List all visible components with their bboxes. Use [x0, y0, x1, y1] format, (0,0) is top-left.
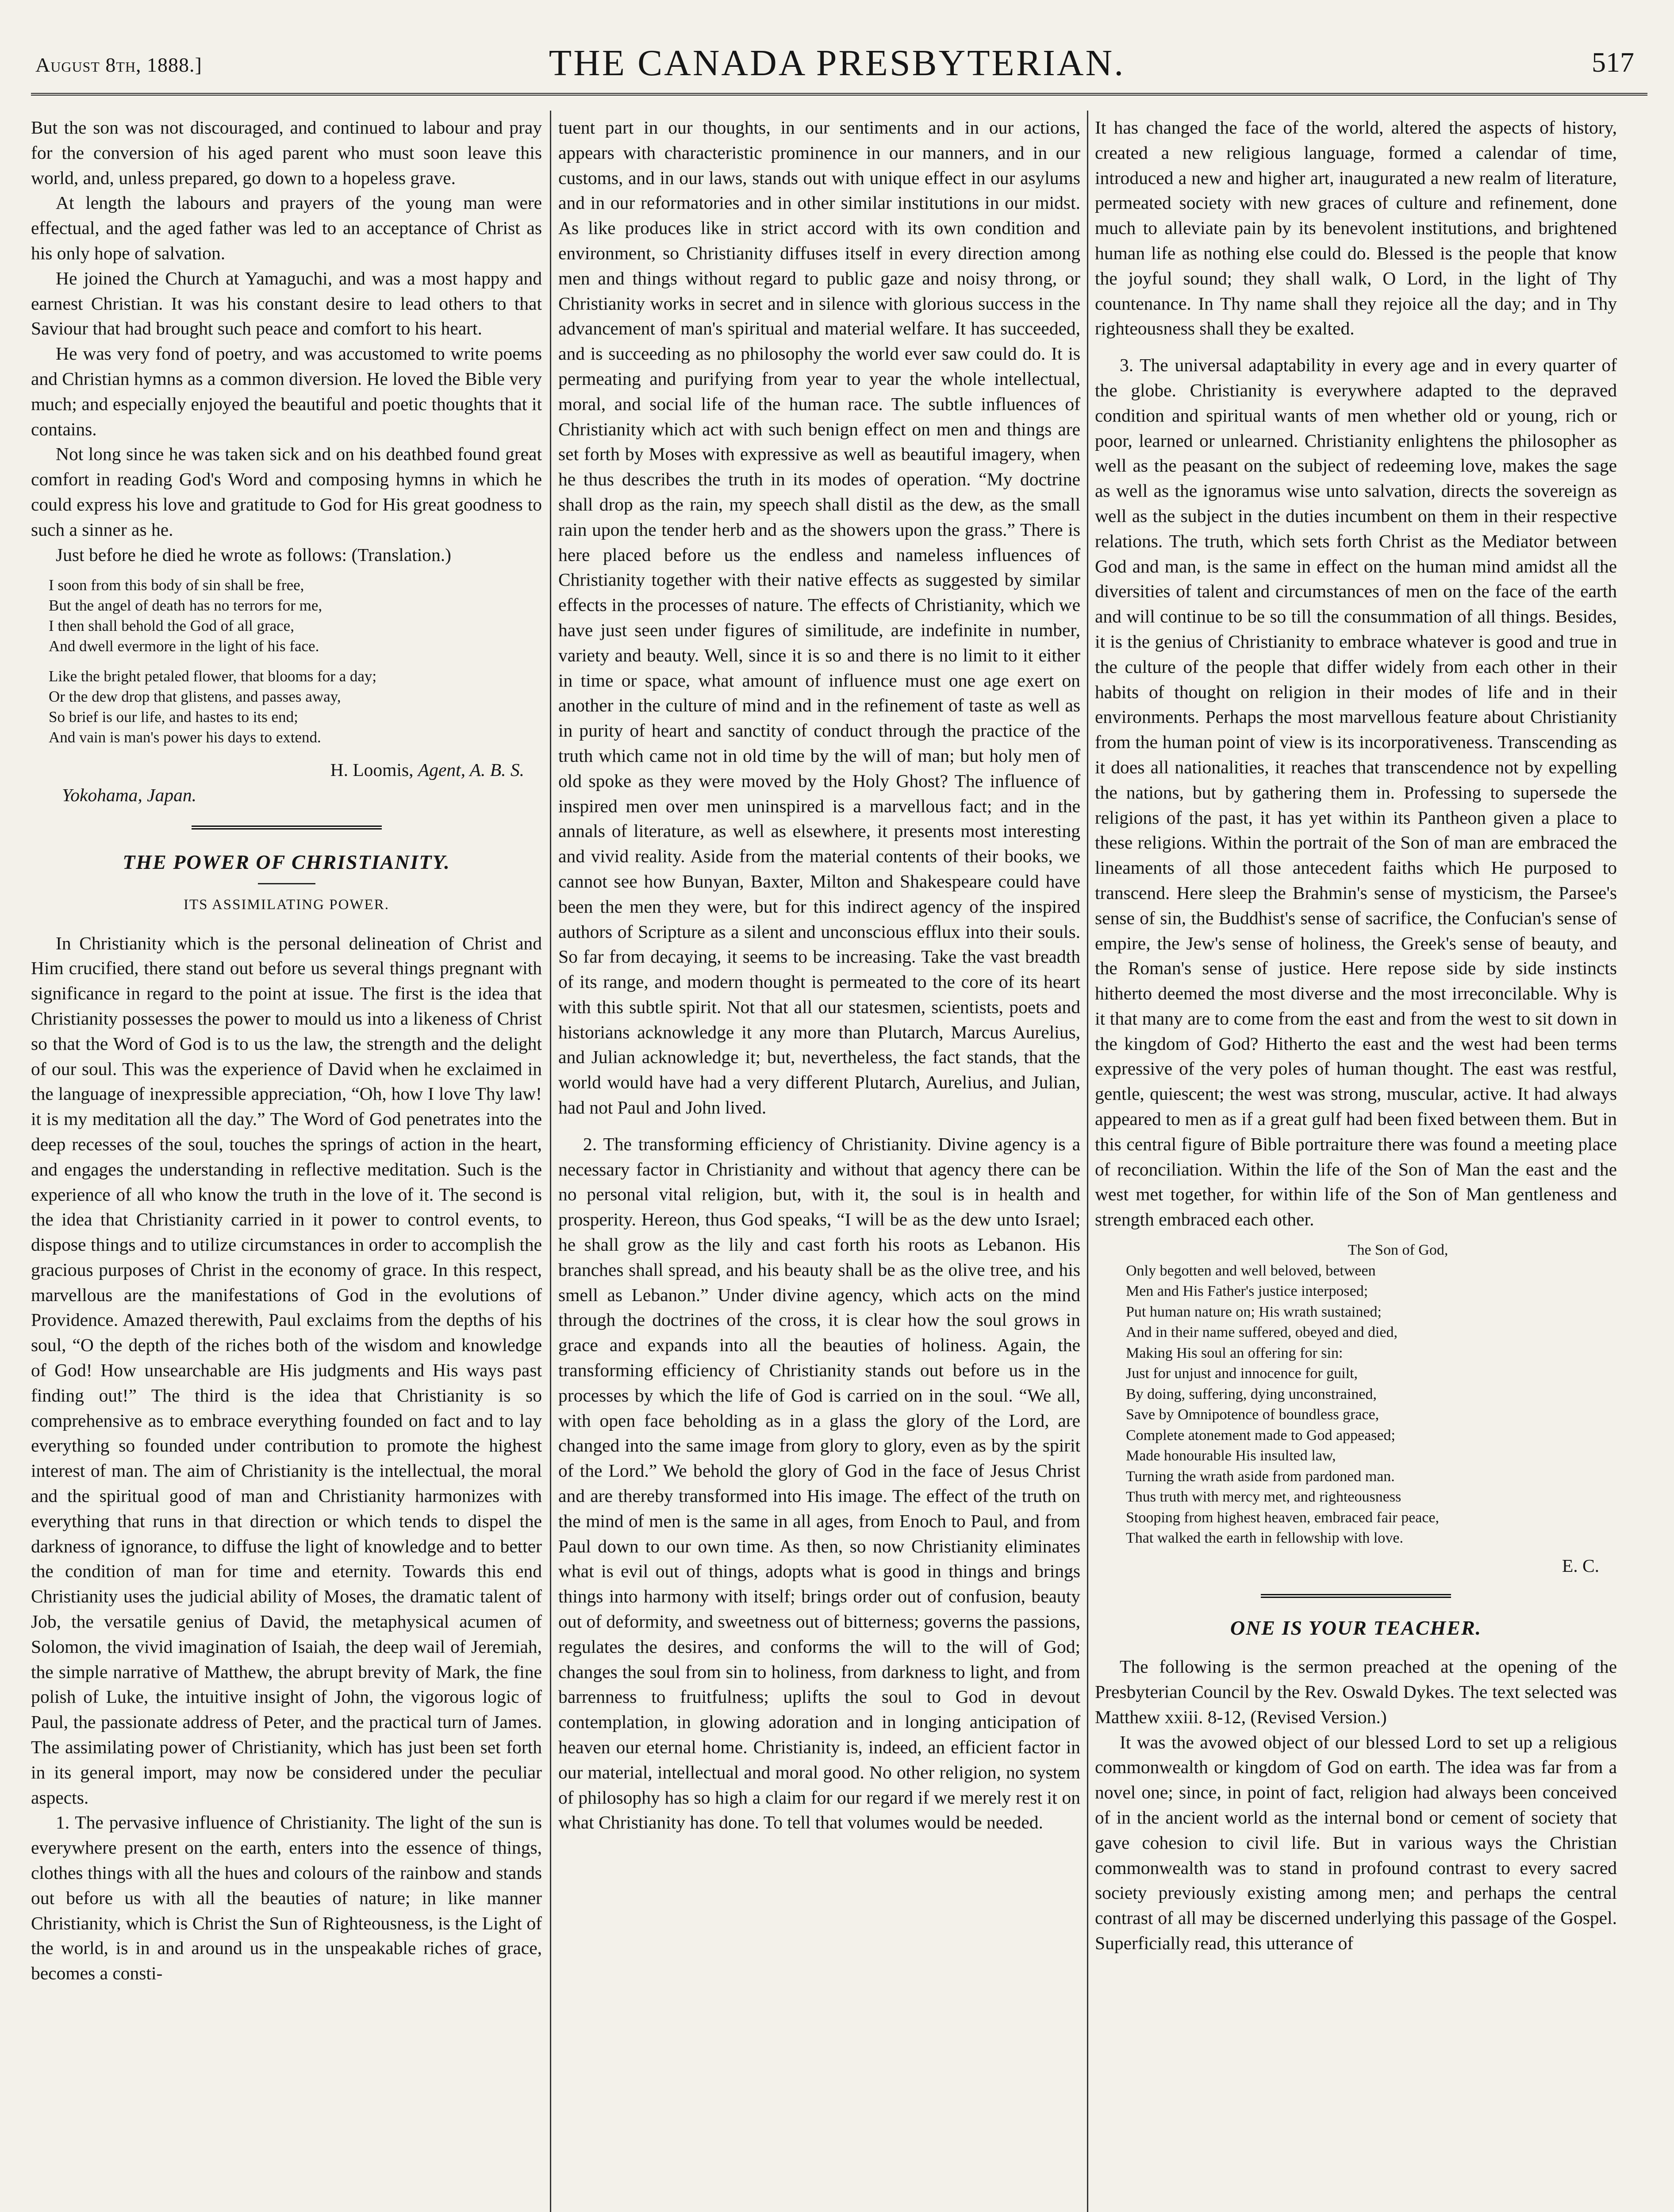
letter-signature: [31, 757, 542, 783]
section-rule: [192, 826, 382, 830]
article-paragraph: It has changed the face of the world, altered the aspects of history, created a new religious language, formed a calendar of time, introduced a new and higher art, inaugurated a new realm of literature, permeated society with new graces of culture and refinement, done much to alleviate pain by its benevolent institutions, and brightened human life as nothing else could do. Blessed is the people that know the joyful sound; they shall walk, O Lord, in the light of Thy countenance. In Thy name shall they rejoice all the day; and in Thy righteousness shall they be exalted.: [1095, 117, 1617, 339]
column-2: [558, 115, 1080, 2212]
poem-line: That walked the earth in fellowship with love.: [1126, 1530, 1403, 1547]
article-paragraph: 3. The universal adaptability in every age and in every quarter of the globe. Christianity is everywhere adapted to the depraved condition and spiritual wants of men whether old or young, rich or poor, learned or unlearned. Christianity enlightens the philosopher as well as the peasant on the subject of redeeming love, makes the sage as well as the ignoramus wise unto salvation, directs the sovereign as well as the subject in the duties incumbent on them in their respective relations. The truth, which sets forth Christ as the Mediator between God and man, is the same in effect on the human mind amidst all the diversities of talent and circumstances of men on the face of the earth and will continue to be so till the consummation of all things. Besides, it is the genius of Christianity to embrace whatever is good and true in the culture of the people that differ widely from each other in their habits of thought on religion in their modes of life and in their environments. Perhaps the most marvellous feature about Christianity from the human point of view is its incorporativeness. Transcending as it does all nationalities, it reaches that transcendence not by expelling the nations, but by gathering them in. Professing to supersede the religions of the past, it has yet within its Pantheon given a place to these religions. Within the portrait of the Son of man are embraced the lineaments of all those antecedent faiths which He purposed to transcend. Here sleep the Brahmin's sense of mysticism, the Parsee's sense of sin, the Buddhist's sense of sacrifice, the Confucian's sense of empire, the Jew's sense of holiness, the Greek's sense of beauty, and the Roman's sense of justice. Here repose side by side instincts hitherto deemed the most diverse and the most irreconcilable. Why is it that many are to come from the east and from the west to sit down in the kingdom of God? Hitherto the east and the west had been terms expressive of the very poles of human thought. The east was restful, gentle, quiescent; the west was strong, muscular, active. It had always appeared to men as if a great gulf had been fixed between them. But in this central figure of Bible portraiture there was found a meeting place of reconciliation. Within the life of the Son of Man the east and the west met together, for within life of the Son of Man gentleness and strength embraced each other.: [1095, 355, 1617, 1230]
poem-line: And dwell evermore in the light of his face.: [49, 637, 319, 655]
article-subtitle: ITS ASSIMILATING POWER.: [184, 896, 389, 913]
poem-line: Or the dew drop that glistens, and passes away,: [49, 688, 341, 706]
poem-line: Turning the wrath aside from pardoned man.: [1126, 1468, 1395, 1485]
letter-dateline: Yokohama, Japan.: [62, 785, 196, 806]
masthead-rule: [31, 93, 1647, 96]
letter-paragraph: At length the labours and prayers of the young man were effectual, and the aged father was led to an acceptance of Christ as his only hope of salvation.: [31, 192, 542, 263]
poem-line: Put human nature on; His wrath sustained;: [1126, 1303, 1382, 1320]
poem-line: I soon from this body of sin shall be free,: [49, 576, 304, 594]
title-rule: [258, 883, 315, 884]
poem-line: So brief is our life, and hastes to its end;: [49, 708, 298, 726]
article-paragraph: It was the avowed object of our blessed Lord to set up a religious commonwealth or kingdom of God on earth. The idea was far from a novel one; since, in point of fact, religion had always been conceived of in the ancient world as the internal bond or cement of society that gave cohesion to civil life. But in various ways the Christian commonwealth was to stand in profound contrast to every sacred society previously existing among men; and perhaps the central contrast of all may be discerned underlying this passage of the Gospel. Superficially read, this utterance of: [1095, 1732, 1617, 1953]
article-paragraph: In Christianity which is the personal delineation of Christ and Him crucified, there stand out before us several things pregnant with significance in regard to the point at issue. The first is the idea that Christianity possesses the power to mould us into a likeness of Christ so that the Word of God is to us the law, the strength and the delight of our soul. This was the experience of David when he exclaimed in the language of inexpressible appreciation, “Oh, how I love Thy law! it is my meditation all the day.” The Word of God penetrates into the deep recesses of the soul, touches the springs of action in the heart, and engages the understanding in reflective meditation. Such is the experience of all who know the truth in the love of it. The second is the idea that Christianity carried in it power to control events, to dispose things and to utilize circumstances in order to accomplish the gracious purposes of Christ in the economy of grace. In this respect, marvellous are the manifestations of God in the evolutions of Providence. Amazed therewith, Paul exclaims from the depths of his soul, “O the depth of the riches both of the wisdom and knowledge of God! How unsearchable are His judgments and His ways past finding out!” The third is the idea that Christianity is so comprehensive as to embrace everything founded on fact and to lay everything so founded under contribution to promote the highest interest of man. The aim of Christianity is the intellectual, the moral and the spiritual good of man and Christianity harmonizes with everything that runs in that direction or which tends to dispel the darkness of ignorance, to diffuse the light of knowledge and to better the condition of man for time and eternity. Towards this end Christianity uses the judicial ability of Moses, the dramatic talent of Job, the versatile genius of David, the metaphysical acumen of Solomon, the vivid imagination of Isaiah, the deep wail of Jeremiah, the simple narrative of Matthew, the abrupt brevity of Mark, the fine polish of Luke, the intuitive insight of John, the vigorous logic of Paul, the passionate address of Peter, and the practical turn of James. The assimilating power of Christianity, which has just been set forth in its general import, may now be considered under the peculiar aspects.: [31, 933, 542, 1808]
poem-line: Men and His Father's justice interposed;: [1126, 1283, 1368, 1300]
letter-paragraph: But the son was not discouraged, and continued to labour and pray for the conversion of his aged parent who must soon leave this world, and, unless prepared, go down to a hopeless grave.: [31, 117, 542, 188]
page-number: 517: [1592, 46, 1634, 78]
article-signature: E. C.: [1562, 1555, 1599, 1576]
article-title: ONE IS YOUR TEACHER.: [1230, 1617, 1482, 1640]
poem-line: Just for unjust and innocence for guilt,: [1126, 1365, 1358, 1382]
poem-line: Making His soul an offering for sin:: [1126, 1344, 1343, 1361]
column-divider-2: [1087, 111, 1088, 2212]
article-paragraph: tuent part in our thoughts, in our sentiments and in our actions, appears with characteristic prominence in our manners, and in our customs, and in our laws, stands out with unique effect in our asylums and in our reformatories and in other similar institutions in our midst. As like produces like in strict accord with its own condition and environment, so Christianity diffuses itself in every direction among men and things without regard to public gaze and noisy throng, or Christianity works in secret and in silence with glorious success in the advancement of man's spiritual and material welfare. It has succeeded, and is succeeding as no philosophy the world ever saw could do. It is permeating and purifying from year to year the whole intellectual, moral, and social life of the human race. The subtle influences of Christianity which act with such benign effect on men and things are set forth by Moses with expressive as well as beautiful imagery, when he thus describes the truth in its modes of operation. “My doctrine shall drop as the rain, my speech shall distil as the dew, as the small rain upon the tender herb and as the showers upon the grass.” There is here placed before us the endless and nameless influences of Christianity together with their native effects as suggested by similar effects in the processes of nature. The effects of Christianity, which we have just seen under figures of similitude, are indefinite in number, variety and beauty. Well, since it is so and there is no limit to it either in time or space, what amount of influence must one age exert on another in the culture of mind and in the refinement of taste as well as in purity of heart and sanctity of conduct through the practice of the truth which came not in old time by the will of man; but holy men of old spoke as they were moved by the Holy Ghost? The influence of inspired men over men uninspired is a marvellous fact; and in the annals of literature, as well as elsewhere, it presents most interesting and vivid reality. Aside from the material contents of their books, we cannot see how Bunyan, Baxter, Milton and Shakespeare could have been the men they were, but for this indirect agency of the inspired authors of Scripture as a silent and unconscious efflux into their souls. So far from decaying, it seems to be increasing. Take the vast breadth of its range, and modern thought is permeated to the core of its heart with this subtle spirit. Not that all our statesmen, scientists, poets and historians acknowledge it any more than Plutarch, Marcus Aurelius, and Julian acknowledge it; but, nevertheless, the fact stands, that the world would have had a very different Plutarch, Aurelius, and Julian, had not Paul and John lived.: [558, 117, 1080, 1118]
column-divider-1: [550, 111, 551, 2212]
poem-stanza: [49, 666, 542, 748]
letter-paragraph: Not long since he was taken sick and on his deathbed found great comfort in reading God's Word and composing hymns in which he could express his love and gratitude to God for His great goodness to such a sinner as he.: [31, 444, 542, 540]
signature-role: Agent, A. B. S.: [418, 760, 524, 780]
poem-line: Thus truth with mercy met, and righteousness: [1126, 1489, 1401, 1505]
poem-line: I then shall behold the God of all grace,: [49, 617, 294, 635]
newspaper-title: THE CANADA PRESBYTERIAN.: [549, 42, 1125, 84]
poem-line: Like the bright petaled flower, that blooms for a day;: [49, 668, 377, 685]
article-paragraph: 2. The transforming efficiency of Christianity. Divine agency is a necessary factor in Christianity and without that agency there can be no personal vital religion, but, with it, the soul is in health and prosperity. Hereon, thus God speaks, “I will be as the dew unto Israel; he shall grow as the lily and cast forth his roots as Lebanon. His branches shall spread, and his beauty shall be as the olive tree, and his smell as Lebanon.” Under divine agency, which acts on the mind through the doctrines of the cross, it is clear how the soul grows in grace and expands into all the beauties of holiness. Again, the transforming efficiency of Christianity stands out before us in the processes by which the life of God is carried on in the soul. “We all, with open face beholding as in a glass the glory of the Lord, are changed into the same image from glory to glory, even as by the spirit of the Lord.” We behold the glory of God in the face of Jesus Christ and are thereby transformed into His image. The effect of the truth on the mind of men is the same in all ages, from Enoch to Paul, and from Paul down to our own time. As then, so now Christianity eliminates what is evil out of things, adopts what is good in things and brings things into harmony with itself; brings order out of confusion, beauty out of deformity, and sweetness out of bitterness; governs the passions, regulates the desires, and conforms the will to the will of God; changes the soul from sin to holiness, from darkness to light, and from barrenness to fruitfulness; uplifts the soul to God in devout contemplation, in glowing adoration and in longing anticipation of heaven our eternal home. Christianity is, indeed, an efficient factor in our material, intellectual and moral good. No other religion, no system of philosophy has so high a claim for our regard if we merely rest it on what Christianity has done. To tell that volumes would be needed.: [558, 1133, 1080, 1833]
column-1: [31, 115, 542, 2212]
article-paragraph: 1. The pervasive influence of Christianity. The light of the sun is everywhere present on the earth, enters into the essence of things, clothes things with all the hues and colours of the rainbow and stands out before us with all the beauties of nature; in like manner Christianity, which is Christ the Sun of Righteousness, is the Light of the world, is in and around us in the unspeakable riches of grace, becomes a consti-: [31, 1812, 542, 1984]
closing-poem: [1126, 1240, 1617, 1549]
poem-line: The Son of God,: [1348, 1242, 1448, 1259]
poem-stanza: [49, 575, 542, 657]
letter-paragraph: He joined the Church at Yamaguchi, and was a most happy and earnest Christian. It was his constant desire to lead others to that Saviour that had brought such peace and comfort to his heart.: [31, 268, 542, 339]
poem-line: Made honourable His insulted law,: [1126, 1448, 1336, 1464]
column-3: [1095, 115, 1617, 2212]
letter-paragraph: He was very fond of poetry, and was accustomed to write poems and Christian hymns as a common diversion. He loved the Bible very much; and especially enjoyed the beautiful and poetic thoughts that it contains.: [31, 343, 542, 439]
poem-line: Save by Omnipotence of boundless grace,: [1126, 1406, 1379, 1423]
poem-line: Only begotten and well beloved, between: [1126, 1262, 1376, 1279]
letter-article: [31, 115, 542, 808]
letter-paragraph: Just before he died he wrote as follows: (Translation.): [56, 544, 451, 565]
poem-line: Complete atonement made to God appeased;: [1126, 1427, 1395, 1444]
masthead: [27, 35, 1647, 84]
section-rule: [1261, 1594, 1451, 1598]
article-paragraph: The following is the sermon preached at the opening of the Presbyterian Council by the Rev. Oswald Dykes. The text selected was Matthew xxiii. 8-12, (Revised Version.): [1095, 1656, 1617, 1727]
translated-poem: [49, 575, 542, 748]
poem-line: And in their name suffered, obeyed and died,: [1126, 1324, 1398, 1341]
issue-date: August 8th, 1888.]: [35, 54, 202, 76]
article-title: THE POWER OF CHRISTIANITY.: [123, 850, 450, 873]
signature-name: H. Loomis,: [330, 760, 414, 780]
poem-line: But the angel of death has no terrors for me,: [49, 597, 323, 614]
poem-line: And vain is man's power his days to extend.: [49, 729, 321, 746]
poem-line: Stooping from highest heaven, embraced fair peace,: [1126, 1509, 1440, 1526]
poem-line: By doing, suffering, dying unconstrained,: [1126, 1386, 1377, 1402]
